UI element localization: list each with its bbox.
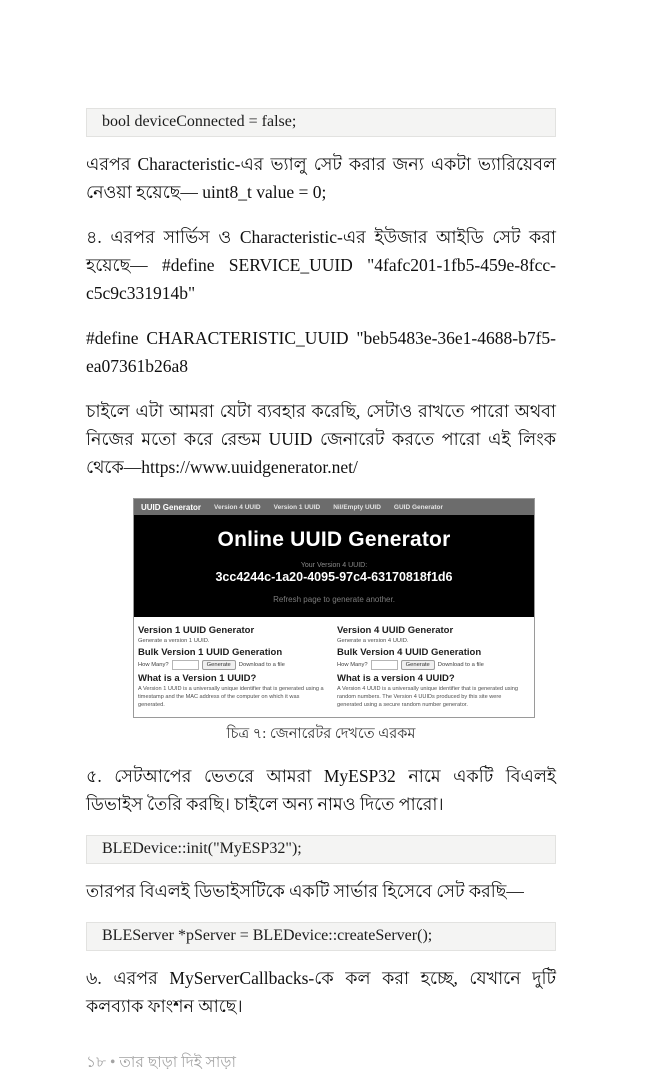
version4-generate-link[interactable]: Generate a version 4 UUID. xyxy=(337,638,409,644)
paragraph-value-variable: এরপর Characteristic-এর ভ্যালু সেট করার জন্য একটা ভ্যারিয়েবল নেওয়া হয়েছে— uint8_t value = 0; xyxy=(86,154,556,202)
nav-item-version-1-uuid[interactable]: Version 1 UUID xyxy=(273,503,321,511)
code-block-ble-server: BLEServer *pServer = BLEDevice::createServer(); xyxy=(86,922,556,951)
hero-refresh-note: Refresh page to generate another. xyxy=(273,595,395,604)
screenshot-navbar xyxy=(134,499,534,515)
bulk-version1-form xyxy=(138,660,327,670)
how-many-input-v4[interactable] xyxy=(371,660,398,670)
figure-caption: চিত্র ৭: জেনারেটর দেখতে এরকম xyxy=(226,725,416,742)
download-link-v1[interactable]: Download to a file xyxy=(238,662,285,668)
download-link-v4[interactable]: Download to a file xyxy=(437,662,484,668)
bulk-version4-form xyxy=(337,660,526,670)
code-block-device-connected: bool deviceConnected = false; xyxy=(86,108,556,137)
paragraph-server-setup: তারপর বিএলই ডিভাইসটিকে একটি সার্ভার হিসেবে সেট করছি— xyxy=(86,880,524,901)
paragraph-characteristic-uuid: #define CHARACTERISTIC_UUID "beb5483e-36e1-4688-b7f5-ea07361b26a8 xyxy=(86,328,556,376)
code-block-ble-init: BLEDevice::init("MyESP32"); xyxy=(86,835,556,864)
hero-title: Online UUID Generator xyxy=(217,528,451,551)
version1-generator-heading: Version 1 UUID Generator xyxy=(138,625,255,636)
what-is-version1-heading: What is a Version 1 UUID? xyxy=(138,673,257,684)
nav-item-guid-generator[interactable]: GUID Generator xyxy=(393,503,444,511)
how-many-label-v1: How Many? xyxy=(138,662,169,668)
column-version-4 xyxy=(337,622,526,710)
paragraph-step5-myesp32: ৫. সেটআপের ভেতরে আমরা MyESP32 নামে একটি বিএলই ডিভাইস তৈরি করছি। চাইলে অন্য নামও দিতে পারো। xyxy=(86,765,556,814)
uuid-generator-screenshot xyxy=(133,498,535,718)
generate-button-v1[interactable]: Generate xyxy=(202,660,236,670)
nav-item-version-4-uuid[interactable]: Version 4 UUID xyxy=(214,503,261,511)
book-page-content xyxy=(86,0,556,1076)
hero-uuid-value: 3cc4244c-1a20-4095-97c4-63170818f1d6 xyxy=(215,570,453,584)
paragraph-step6-callbacks: ৬. এরপর MyServerCallbacks-কে কল করা হচ্ছে, যেখানে দুটি কলব্যাক ফাংশন আছে। xyxy=(86,967,556,1016)
paragraph-uuid-link-text: চাইলে এটা আমরা যেটা ব্যবহার করেছি, সেটাও রাখতে পারো অথবা নিজের মতো করে রেন্ডম UUID জেনারেট করতে পারো এই লিংক থেকে— xyxy=(86,401,556,477)
navbar-brand[interactable]: UUID Generator xyxy=(141,502,202,512)
screenshot-hero xyxy=(134,515,534,617)
how-many-input-v1[interactable] xyxy=(172,660,199,670)
paragraph-step4-service-uuid: ৪. এরপর সার্ভিস ও Characteristic-এর ইউজার আইডি সেট করা হয়েছে— #define SERVICE_UUID "4fafc201-1fb5-459e-8fcc-c5c9c331914b" xyxy=(86,227,556,303)
version1-generate-link[interactable]: Generate a version 1 UUID. xyxy=(138,638,210,644)
what-is-version4-text: A Version 4 UUID is a universally unique identifier that is generated using random numbers. The Version 4 UUIDs produced by this site were generated using a secure random number generator. xyxy=(337,686,518,708)
column-version-1 xyxy=(138,622,327,710)
hero-uuid-label: Your Version 4 UUID: xyxy=(300,562,368,569)
nav-item-nil-empty-uuid[interactable]: Nil/Empty UUID xyxy=(333,503,381,511)
generate-button-v4[interactable]: Generate xyxy=(401,660,435,670)
paragraph-uuid-link xyxy=(86,397,556,481)
screenshot-body xyxy=(134,617,534,717)
what-is-version1-text: A Version 1 UUID is a universally unique identifier that is generated using a timestamp and the MAC address of the computer on which it was generated. xyxy=(138,686,324,708)
what-is-version4-heading: What is a version 4 UUID? xyxy=(337,673,455,684)
how-many-label-v4: How Many? xyxy=(337,662,368,668)
version4-generator-heading: Version 4 UUID Generator xyxy=(337,625,454,636)
bulk-version4-heading: Bulk Version 4 UUID Generation xyxy=(337,647,482,658)
page-footer: ১৮ • তার ছাড়া দিই সাড়া xyxy=(86,1053,236,1071)
uuid-generator-url-link[interactable]: https://www.uuidgenerator.net/ xyxy=(141,457,358,477)
bulk-version1-heading: Bulk Version 1 UUID Generation xyxy=(138,647,283,658)
